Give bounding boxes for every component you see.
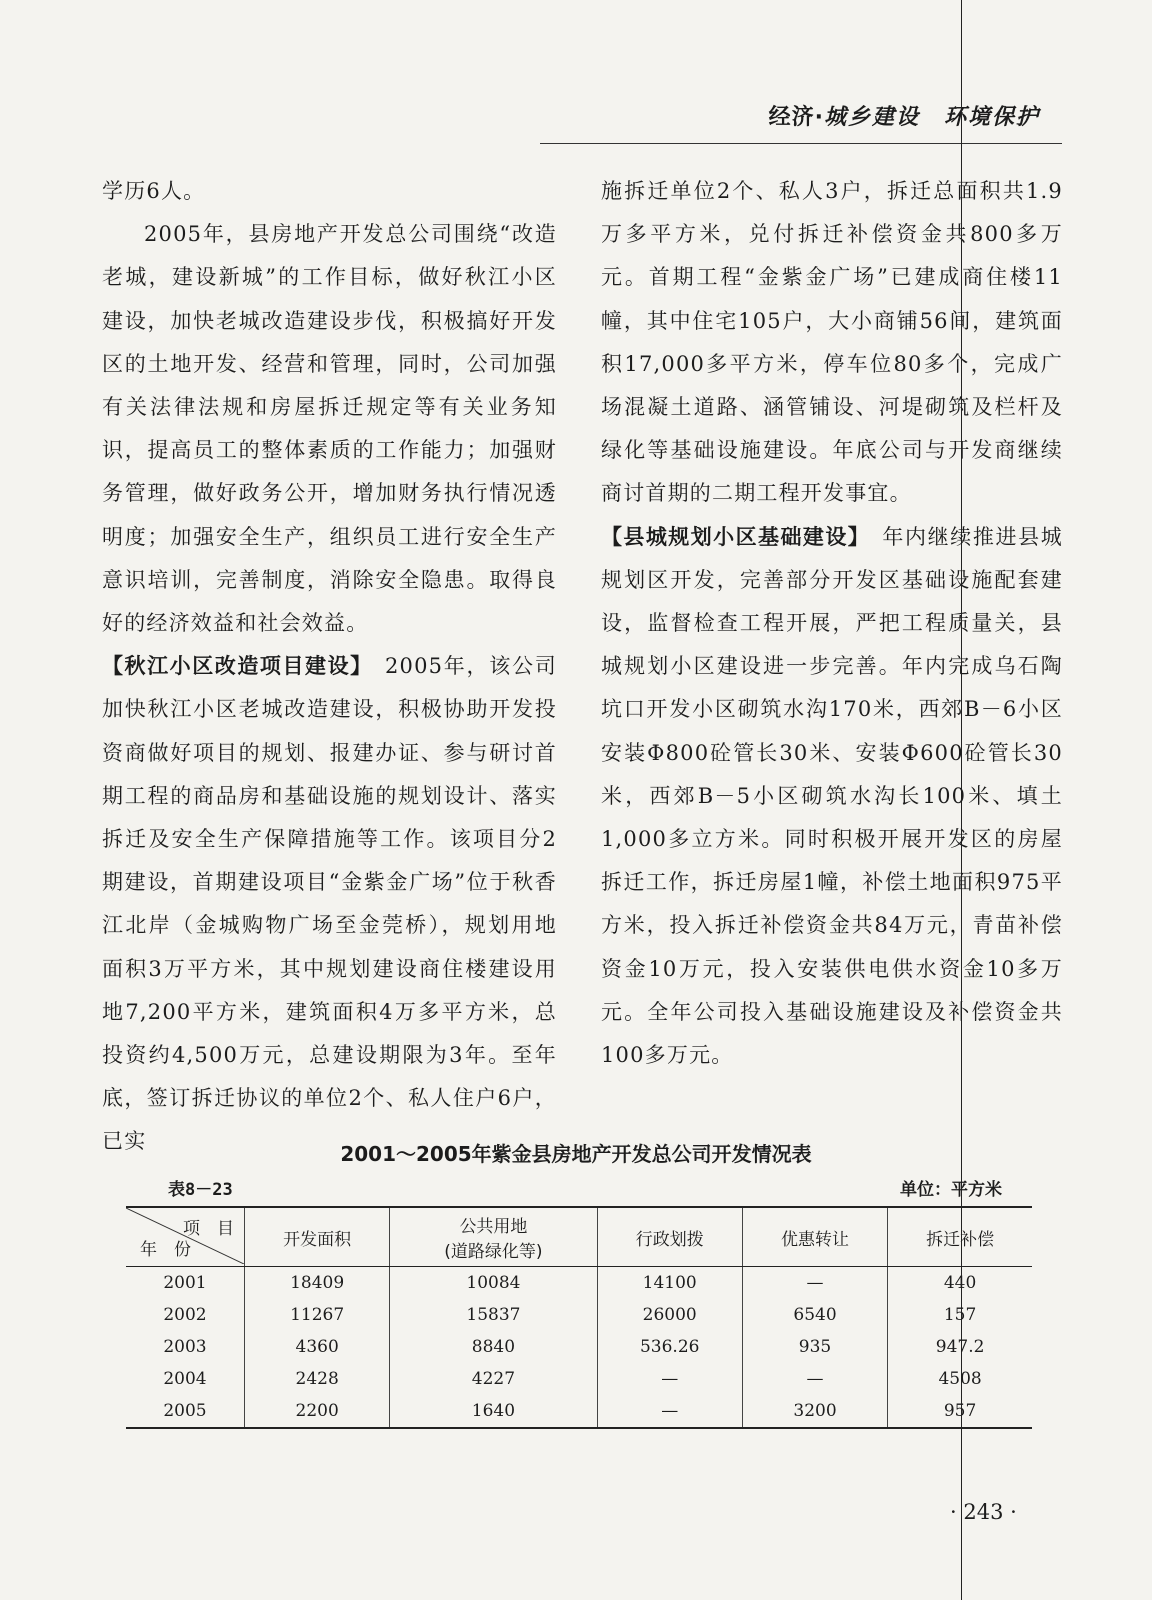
cell: — [742, 1363, 887, 1395]
table-unit: 单位：平方米 [900, 1180, 1002, 1200]
section-heading: 【秋江小区改造项目建设】 [102, 654, 363, 679]
paragraph [102, 645, 557, 1163]
table-row [126, 1363, 1032, 1395]
col-header-line2: (道路绿化等) [444, 1242, 543, 1262]
header-dot: · [814, 105, 824, 130]
cell: 935 [742, 1331, 887, 1363]
cell: 8840 [390, 1331, 597, 1363]
running-header [0, 100, 1040, 131]
cell: 11267 [245, 1299, 390, 1331]
cell: 2002 [163, 1305, 207, 1325]
cell: 4227 [390, 1363, 597, 1395]
cell: 26000 [597, 1299, 742, 1331]
cell: — [597, 1395, 742, 1428]
corner-label-year: 年 份 [140, 1240, 191, 1260]
paragraph-body: 年内继续推进县城规划区开发，完善部分开发区基础设施配套建设，监督检查工程开展，严把工程质量关，县城规划小区建设进一步完善。年内完成乌石陶坑口开发小区砌筑水沟170米，西郊B－6小区安装Φ800砼管长30米、安装Φ600砼管长30米，西郊B－5小区砌筑水沟长100米、填土1,000多立方米。同时积极开展开发区的房屋拆迁工作，拆迁房屋1幢，补偿土地面积975平方米，投入拆迁补偿资金共84万元，青苗补偿资金10万元，投入安装供电供水资金10多万元。全年公司投入基础设施建设及补偿资金共100多万元。 [601, 524, 1063, 1068]
table-row [126, 1299, 1032, 1331]
header-subsections: 城乡建设 环境保护 [823, 105, 1040, 130]
cell: 947.2 [888, 1331, 1032, 1363]
paragraph: 2005年，县房地产开发总公司围绕“改造老城，建设新城”的工作目标，做好秋江小区建设，加快老城改造建设步伐，积极搞好开发区的土地开发、经营和管理，同时，公司加强有关法律法规和房屋拆迁规定等有关业务知识，提高员工的整体素质的工作能力；加强财务管理，做好政务公开，增加财务执行情况透明度；加强安全生产，组织员工进行安全生产意识培训，完善制度，消除安全隐患。取得良好的经济效益和社会效益。 [102, 222, 557, 636]
cell: 4508 [888, 1363, 1032, 1395]
cell: 536.26 [597, 1331, 742, 1363]
corner-label-item: 项 目 [183, 1219, 234, 1239]
paragraph-body: 2005年，该公司加快秋江小区老城改造建设，积极协助开发投资商做好项目的规划、报建办证、参与研讨首期工程的商品房和基础设施的规划设计、落实拆迁及安全生产保障措施等工作。该项目分2期建设，首期建设项目“金紫金广场”位于秋香江北岸（金城购物广场至金莞桥），规划用地面积3万平方米，其中规划建设商住楼建设用地7,200平方米，建筑面积4万多平方米，总投资约4,500万元，总建设期限为3年。至年底，签订拆迁协议的单位2个、私人住户6户，已实 [102, 654, 557, 1154]
cell: 2003 [163, 1337, 207, 1357]
table-number: 表8－23 [168, 1180, 233, 1200]
header-section: 经济 [768, 105, 815, 130]
col-header [390, 1207, 597, 1267]
cell: 440 [888, 1267, 1032, 1300]
table-title: 2001～2005年紫金县房地产开发总公司开发情况表 [340, 1142, 812, 1166]
cell: 2428 [245, 1363, 390, 1395]
development-table [126, 1206, 1032, 1429]
cell: 18409 [245, 1267, 390, 1300]
col-header: 行政划拨 [597, 1207, 742, 1267]
cell: 1640 [390, 1395, 597, 1428]
cell: 15837 [390, 1299, 597, 1331]
right-column [601, 170, 1063, 1077]
paragraph: 学历6人。 [102, 179, 206, 203]
cell: 2200 [245, 1395, 390, 1428]
col-header: 开发面积 [245, 1207, 390, 1267]
table-row [126, 1267, 1032, 1300]
cell: 157 [888, 1299, 1032, 1331]
cell: 2004 [163, 1369, 207, 1389]
page-number: · 243 · [950, 1500, 1017, 1524]
cell: — [742, 1267, 887, 1300]
cell: 4360 [245, 1331, 390, 1363]
cell: 957 [888, 1395, 1032, 1428]
col-header-line1: 公共用地 [459, 1217, 528, 1237]
col-header: 优惠转让 [742, 1207, 887, 1267]
cell: — [597, 1363, 742, 1395]
corner-header-cell [126, 1207, 245, 1267]
cell: 10084 [390, 1267, 597, 1300]
header-rule [540, 143, 1062, 144]
cell: 2005 [126, 1395, 245, 1428]
left-column [102, 170, 557, 1164]
paragraph [601, 516, 1063, 1078]
section-heading: 【县城规划小区基础建设】 [601, 524, 860, 549]
cell: 14100 [597, 1267, 742, 1300]
table-row [126, 1331, 1032, 1363]
cell: 2001 [163, 1273, 207, 1293]
cell: 6540 [742, 1299, 887, 1331]
col-header: 拆迁补偿 [888, 1207, 1032, 1267]
table-row [126, 1395, 1032, 1428]
cell: 3200 [742, 1395, 887, 1428]
table-header-row [126, 1207, 1032, 1267]
paragraph: 施拆迁单位2个、私人3户，拆迁总面积共1.9万多平方米，兑付拆迁补偿资金共800多万元。首期工程“金紫金广场”已建成商住楼11幢，其中住宅105户，大小商铺56间，建筑面积17,000多平方米，停车位80多个，完成广场混凝土道路、涵管铺设、河堤砌筑及栏杆及绿化等基础设施建设。年底公司与开发商继续商讨首期的二期工程开发事宜。 [601, 179, 1063, 506]
